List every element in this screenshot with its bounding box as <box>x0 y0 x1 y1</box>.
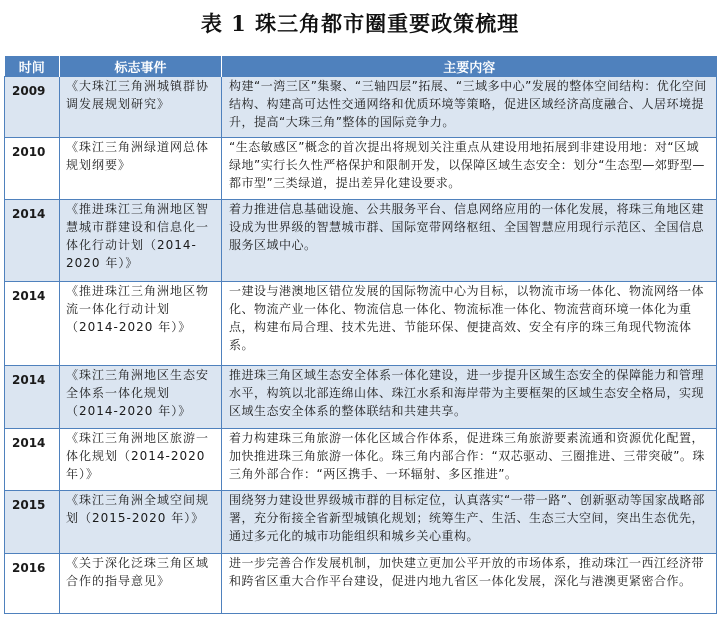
table-row <box>5 491 717 554</box>
table-row <box>5 429 717 491</box>
row-event: 《大珠江三角洲城镇群协调发展规划研究》 <box>60 77 222 138</box>
table-row <box>5 282 717 366</box>
row-year: 2014 <box>5 366 60 429</box>
row-content: “生态敏感区”概念的首次提出将规划关注重点从建设用地拓展到非建设用地：对“区域绿地”实行长久性严格保护和限制开发，以保障区域生态安全：划分“生态型—郊野型—都市型”三类绿道，提出差异化建设要求。 <box>222 138 717 200</box>
row-event: 《珠江三角洲地区生态安全体系一体化规划（2014-2020 年）》 <box>60 366 222 429</box>
row-event: 《珠江三角洲全域空间规划（2015-2020 年）》 <box>60 491 222 554</box>
table-row <box>5 138 717 200</box>
policy-table <box>4 56 717 614</box>
table-header-row <box>5 56 717 77</box>
row-year: 2010 <box>5 138 60 200</box>
table-title: 表 1 珠三角都市圈重要政策梳理 <box>200 11 520 36</box>
row-year: 2016 <box>5 554 60 614</box>
row-event: 《珠江三角洲绿道网总体规划纲要》 <box>60 138 222 200</box>
header-event: 标志事件 <box>60 56 222 77</box>
header-year: 时间 <box>5 56 60 77</box>
row-content: 一建设与港澳地区错位发展的国际物流中心为目标，以物流市场一体化、物流网络一体化、物流产业一体化、物流信息一体化、物流标准一体化、物流营商环境一体化为重点，构建布局合理、技术先进、节能环保、便捷高效、安全有序的珠三角现代物流体系。 <box>222 282 717 366</box>
row-event: 《推进珠江三角洲地区物流一体化行动计划（2014-2020 年）》 <box>60 282 222 366</box>
row-content: 构建“一湾三区”集聚、“三轴四层”拓展、“三域多中心”发展的整体空间结构：优化空间结构、构建高可达性交通网络和优质环境等策略，促进区域经济高度融合、人居环境提升，提高“大珠三角”整体的国际竞争力。 <box>222 77 717 138</box>
table-row <box>5 200 717 282</box>
row-event: 《珠江三角洲地区旅游一体化规划（2014-2020 年）》 <box>60 429 222 491</box>
row-event: 《推进珠江三角洲地区智慧城市群建设和信息化一体化行动计划（2014-2020 年）》 <box>60 200 222 282</box>
table-row <box>5 366 717 429</box>
table-row <box>5 77 717 138</box>
row-content: 推进珠三角区域生态安全体系一体化建设，进一步提升区域生态安全的保障能力和管理水平，构筑以北部连绵山体、珠江水系和海岸带为主要框架的区域生态安全格局，实现区域生态安全体系的整体联结和共建共享。 <box>222 366 717 429</box>
row-content: 围绕努力建设世界级城市群的目标定位，认真落实“一带一路”、创新驱动等国家战略部署，充分衔接全省新型城镇化规划；统筹生产、生活、生态三大空间，突出生态优先，通过多元化的城市功能组织和城乡关心重构。 <box>222 491 717 554</box>
row-year: 2015 <box>5 491 60 554</box>
row-year: 2014 <box>5 429 60 491</box>
header-content: 主要内容 <box>222 56 717 77</box>
row-event: 《关于深化泛珠三角区域合作的指导意见》 <box>60 554 222 614</box>
row-year: 2014 <box>5 200 60 282</box>
row-content: 进一步完善合作发展机制，加快建立更加公平开放的市场体系，推动珠江一西江经济带和跨省区重大合作平台建设，促进内地九省区一体化发展，深化与港澳更紧密合作。 <box>222 554 717 614</box>
table-row <box>5 554 717 614</box>
row-content: 着力构建珠三角旅游一体化区域合作体系，促进珠三角旅游要素流通和资源优化配置，加快推进珠三角旅游一体化。珠三角内部合作：“双芯驱动、三圈推进、三带突破”。珠三角外部合作：“两区携手、一环辐射、多区推进”。 <box>222 429 717 491</box>
row-year: 2014 <box>5 282 60 366</box>
row-content: 着力推进信息基础设施、公共服务平台、信息网络应用的一体化发展，将珠三角地区建设成为世界级的智慧城市群、国际宽带网络枢纽、全国智慧应用现行示范区、全国信息服务区域中心。 <box>222 200 717 282</box>
row-year: 2009 <box>5 77 60 138</box>
